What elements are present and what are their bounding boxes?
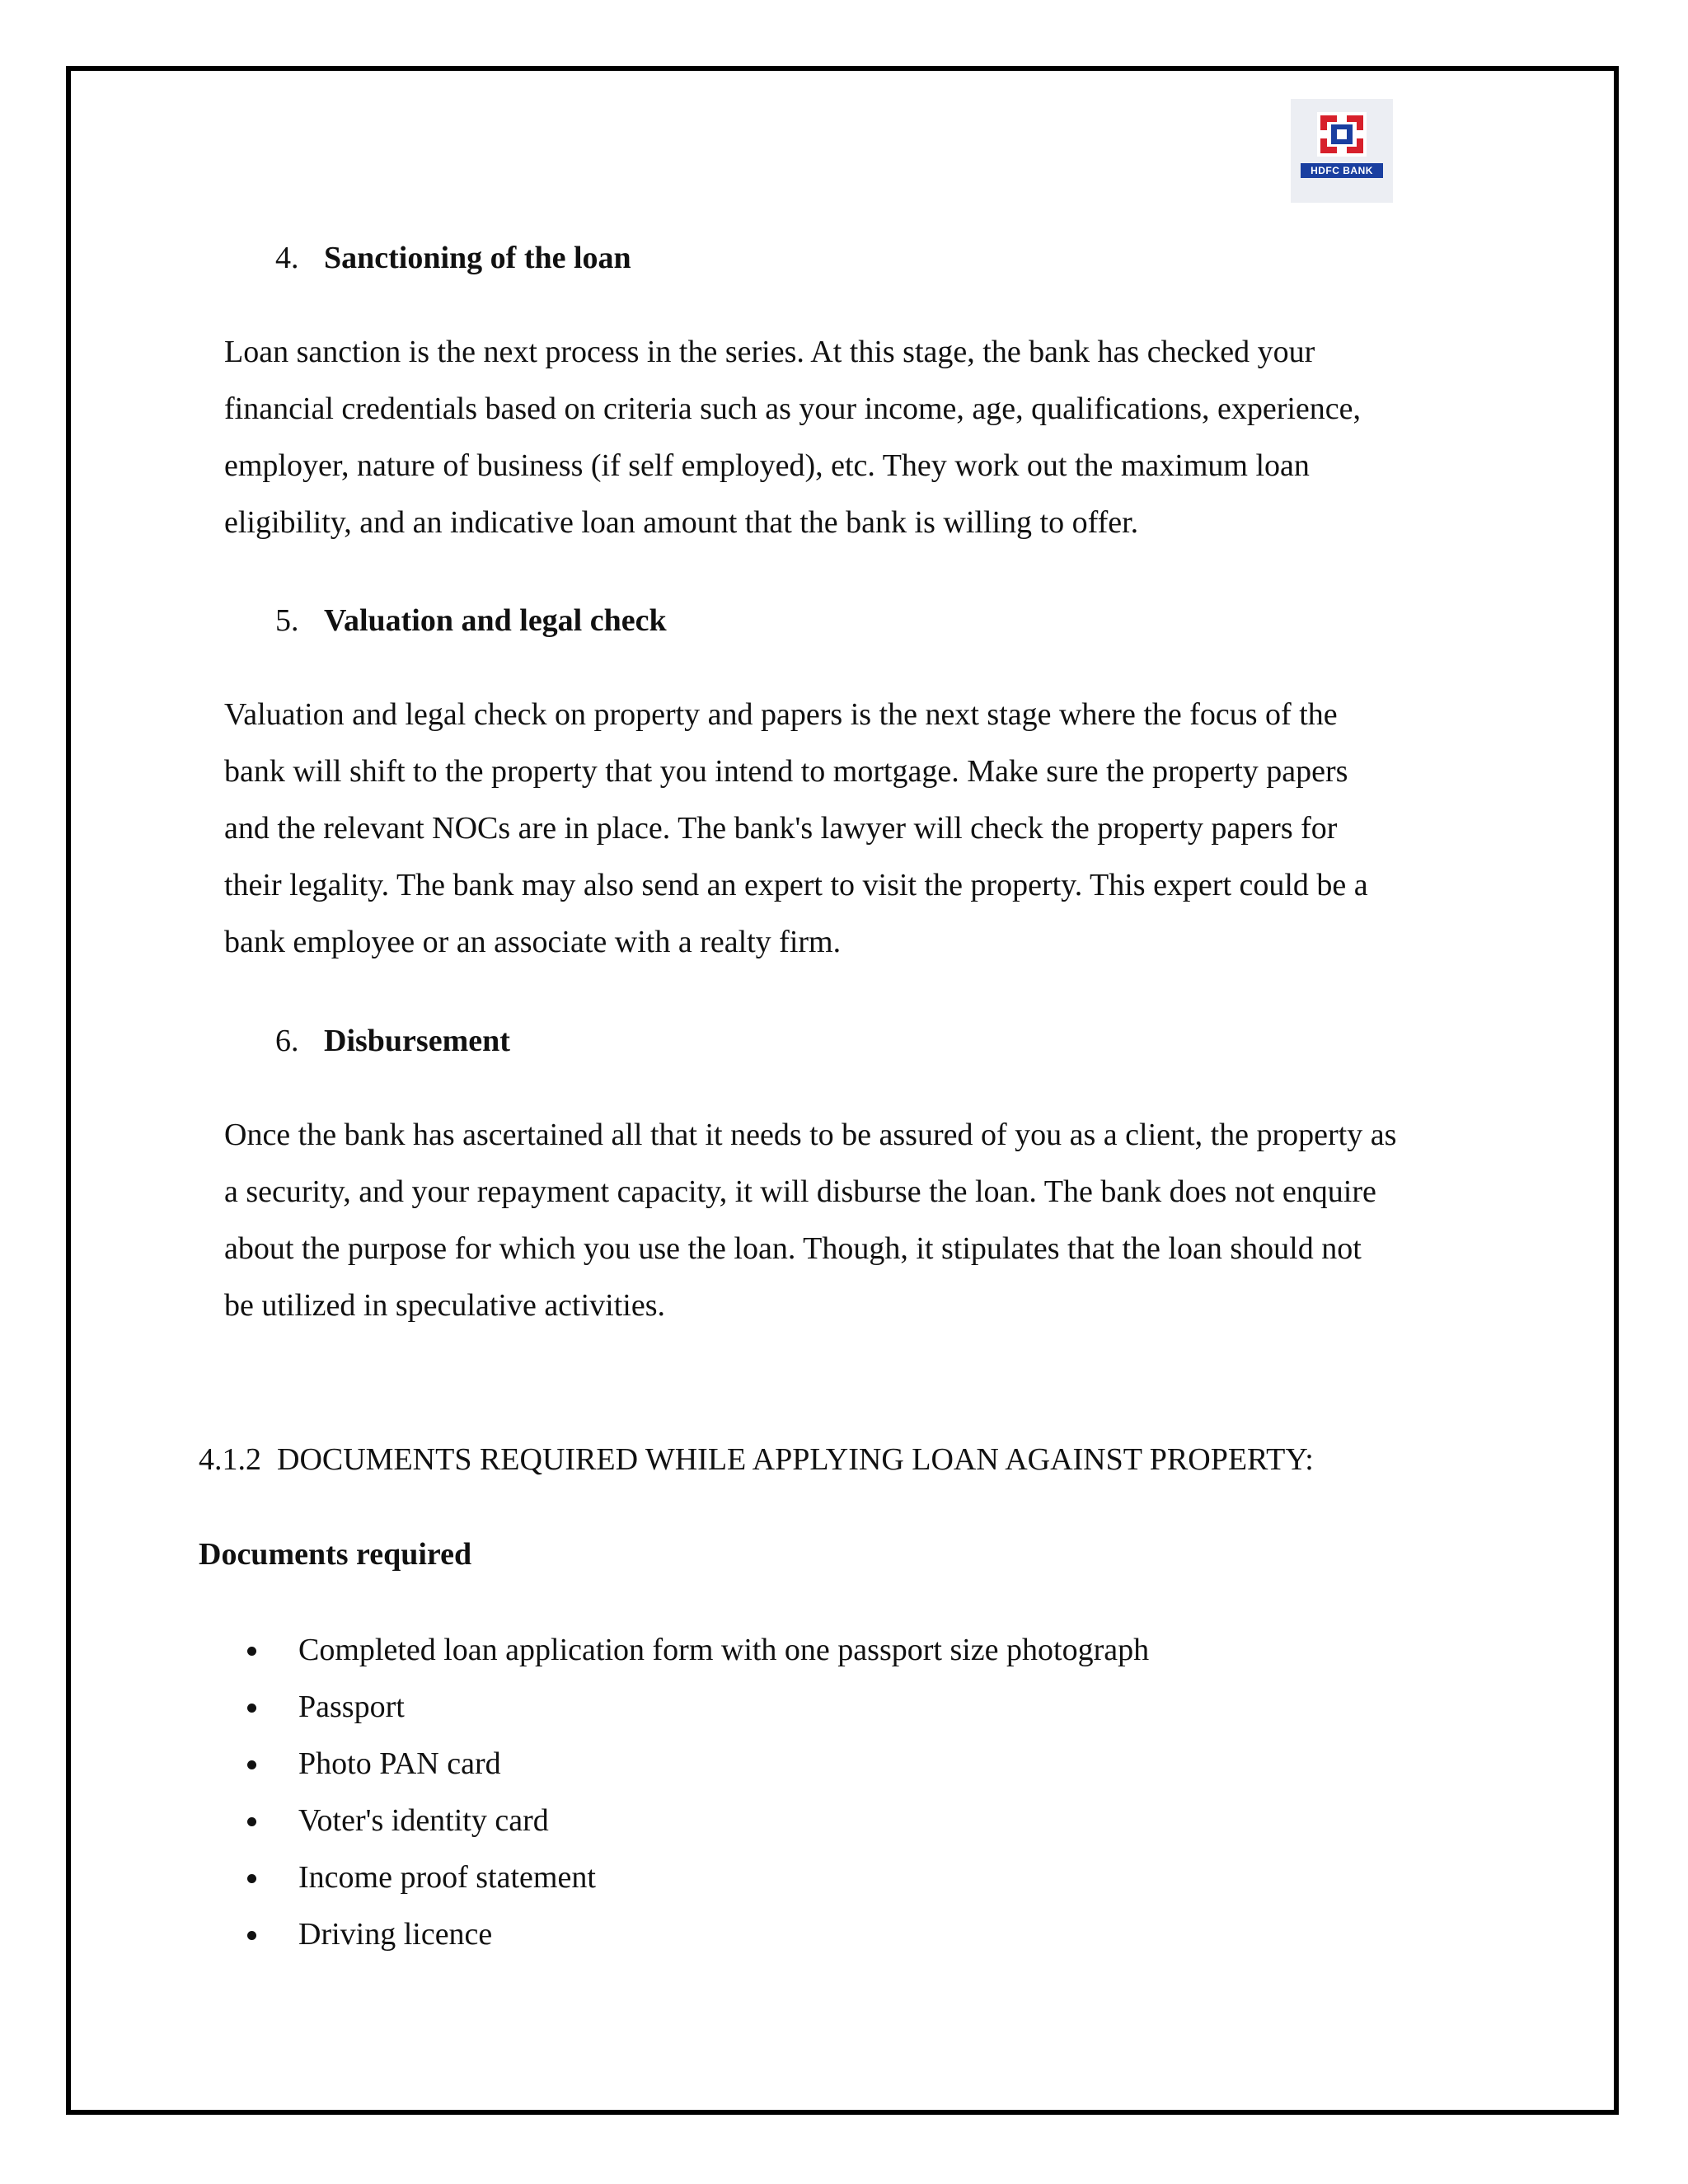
paragraph-line: Loan sanction is the next process in the series. At this stage, the bank has checked your bbox=[224, 335, 1315, 369]
paragraph-line: bank will shift to the property that you intend to mortgage. Make sure the property papers bbox=[224, 754, 1348, 789]
section-5-title: Valuation and legal check bbox=[324, 603, 667, 638]
subsection-heading: 4.1.2 DOCUMENTS REQUIRED WHILE APPLYING LOAN AGAINST PROPERTY: bbox=[199, 1442, 1314, 1477]
list-item bbox=[247, 1793, 1149, 1849]
section-6-number: 6. bbox=[275, 1024, 299, 1058]
section-6-paragraph bbox=[224, 1107, 1396, 1334]
paragraph-line: about the purpose for which you use the loan. Though, it stipulates that the loan should not bbox=[224, 1231, 1362, 1266]
section-4-number: 4. bbox=[275, 241, 299, 275]
paragraph-line: Valuation and legal check on property and papers is the next stage where the focus of the bbox=[224, 697, 1338, 732]
bullet-icon bbox=[247, 1647, 256, 1656]
list-item bbox=[247, 1736, 1149, 1793]
list-item-text: Passport bbox=[298, 1690, 405, 1724]
logo-wordmark: HDFC BANK bbox=[1301, 163, 1383, 178]
paragraph-line: eligibility, and an indicative loan amount that the bank is willing to offer. bbox=[224, 505, 1139, 540]
hdfc-logo-mark-icon bbox=[1313, 110, 1371, 158]
paragraph-line: their legality. The bank may also send an expert to visit the property. This expert could be a bbox=[224, 868, 1368, 902]
section-5-paragraph bbox=[224, 687, 1368, 971]
bullet-icon bbox=[247, 1704, 256, 1713]
list-item-text: Photo PAN card bbox=[298, 1746, 501, 1781]
list-item-text: Voter's identity card bbox=[298, 1803, 549, 1838]
section-4-title: Sanctioning of the loan bbox=[324, 241, 631, 275]
paragraph-line: Once the bank has ascertained all that it needs to be assured of you as a client, the property as bbox=[224, 1118, 1397, 1152]
list-item bbox=[247, 1679, 1149, 1736]
list-item-text: Completed loan application form with one passport size photograph bbox=[298, 1633, 1150, 1667]
list-item-text: Income proof statement bbox=[298, 1860, 596, 1895]
section-5-number: 5. bbox=[275, 603, 299, 638]
paragraph-line: be utilized in speculative activities. bbox=[224, 1288, 665, 1323]
paragraph-line: financial credentials based on criteria such as your income, age, qualifications, experience, bbox=[224, 391, 1362, 426]
bullet-icon bbox=[247, 1760, 256, 1769]
documents-list bbox=[247, 1622, 1149, 1963]
hdfc-bank-logo bbox=[1291, 99, 1393, 203]
list-item-text: Driving licence bbox=[298, 1917, 493, 1952]
section-6-title: Disbursement bbox=[324, 1024, 510, 1058]
paragraph-line: and the relevant NOCs are in place. The bank's lawyer will check the property papers for bbox=[224, 811, 1338, 846]
documents-heading: Documents required bbox=[199, 1537, 472, 1572]
section-4-paragraph bbox=[224, 324, 1361, 551]
list-item bbox=[247, 1622, 1149, 1679]
paragraph-line: employer, nature of business (if self employed), etc. They work out the maximum loan bbox=[224, 448, 1310, 483]
bullet-icon bbox=[247, 1874, 256, 1883]
paragraph-line: bank employee or an associate with a realty firm. bbox=[224, 925, 842, 959]
bullet-icon bbox=[247, 1817, 256, 1826]
bullet-icon bbox=[247, 1931, 256, 1940]
list-item bbox=[247, 1849, 1149, 1906]
list-item bbox=[247, 1906, 1149, 1963]
paragraph-line: a security, and your repayment capacity, it will disburse the loan. The bank does not enquire bbox=[224, 1174, 1376, 1209]
